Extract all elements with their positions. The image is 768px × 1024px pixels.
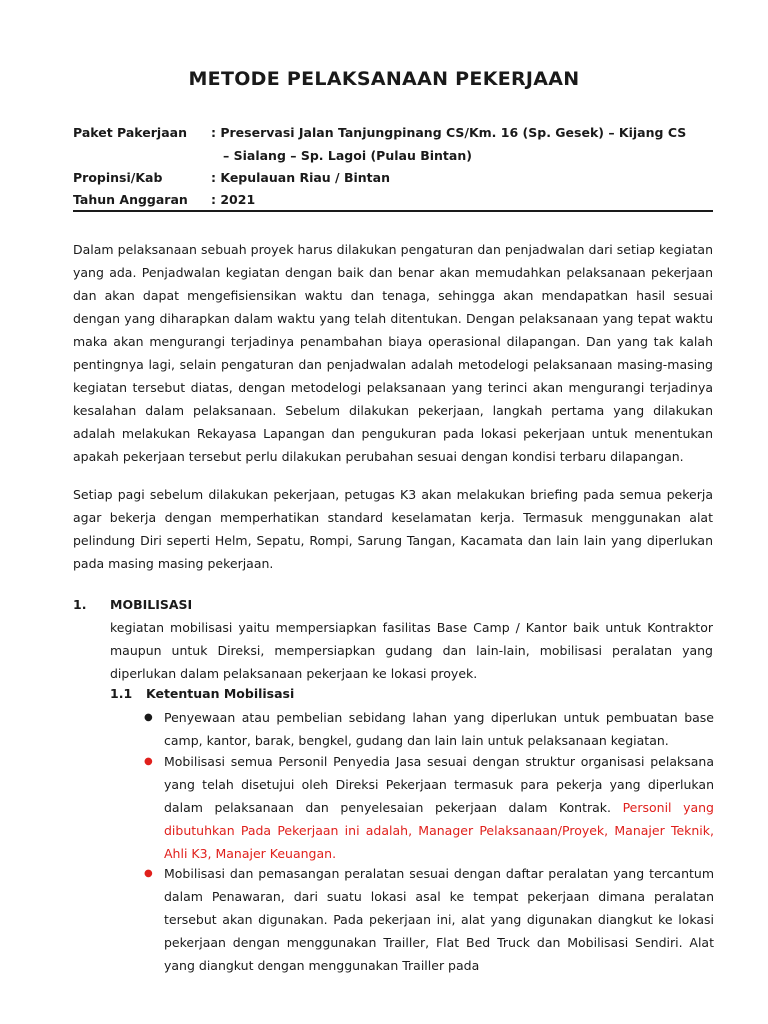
- page-title: METODE PELAKSANAAN PEKERJAAN: [188, 68, 580, 90]
- list-item: Mobilisasi dan pemasangan peralatan sesuai dengan daftar peralatan yang tercantum dalam Penawaran, dari suatu lokasi asal ke tempat pekerjaan dimana peralatan tersebut akan digunakan. Pada pekerjaan ini, alat yang digunakan diangkut ke lokasi pekerjaan dengan menggunakan Trailler, Flat Bed Truck dan Mobilisasi Sendiri. Alat yang diangkut dengan menggunakan Trailler pada: [164, 866, 714, 973]
- list-item-text: Mobilisasi semua Personil Penyedia Jasa sesuai dengan struktur organisasi pelaksana yang telah disetujui oleh Direksi Pekerjaan termasuk para pekerja yang diperlukan dalam pelaksanaan dan penyelesaian pekerjaan dalam Kontrak.: [164, 754, 714, 815]
- propinsi-label: Propinsi/Kab: [73, 170, 163, 185]
- paket-value: : Preservasi Jalan Tanjungpinang CS/Km. 16 (Sp. Gesek) – Kijang CS: [211, 125, 687, 140]
- intro-paragraph-2: Setiap pagi sebelum dilakukan pekerjaan, petugas K3 akan melakukan briefing pada semua pekerja agar bekerja dengan memperhatikan standard keselamatan kerja. Termasuk menggunakan alat pelindung Diri seperti Helm, Sepatu, Rompi, Sarung Tangan, Kacamata dan lain lain yang diperlukan pada masing masing pekerjaan.: [73, 487, 713, 571]
- tahun-label: Tahun Anggaran: [73, 192, 188, 207]
- list-item-highlight: Personil yang dibutuhkan Pada Pekerjaan ini adalah, Manager Pelaksanaan/Proyek, Manajer Teknik, Ahli K3, Manajer Keuangan.: [164, 800, 714, 861]
- tahun-value: : 2021: [211, 192, 256, 207]
- section-number: 1.: [73, 597, 87, 612]
- propinsi-value: : Kepulauan Riau / Bintan: [211, 170, 390, 185]
- subsection-number: 1.1: [110, 686, 133, 701]
- bullet-icon: ●: [144, 868, 153, 879]
- bullet-icon: ●: [144, 712, 153, 723]
- header-divider: [73, 210, 713, 212]
- bullet-icon: ●: [144, 756, 153, 767]
- section-title: MOBILISASI: [110, 597, 193, 612]
- paket-value-continued: – Sialang – Sp. Lagoi (Pulau Bintan): [223, 148, 472, 163]
- list-item: [164, 750, 714, 865]
- subsection-title: Ketentuan Mobilisasi: [146, 686, 295, 701]
- list-item: Penyewaan atau pembelian sebidang lahan yang diperlukan untuk pembuatan base camp, kantor, barak, bengkel, gudang dan lain lain untuk pelaksanaan kegiatan.: [164, 710, 714, 748]
- paket-label: Paket Pakerjaan: [73, 125, 187, 140]
- intro-paragraph-1: Dalam pelaksanaan sebuah proyek harus dilakukan pengaturan dan penjadwalan dari setiap kegiatan yang ada. Penjadwalan kegiatan dengan baik dan benar akan memudahkan pelaksanaan pekerjaan dan akan dapat mengefisiensikan waktu dan tenaga, sehingga akan mendapatkan hasil sesuai dengan yang diharapkan dalam waktu yang telah ditentukan. Dengan pelaksanaan yang tepat waktu maka akan mengurangi terjadinya penambahan biaya operasional dilapangan. Dan yang tak kalah pentingnya lagi, selain pengaturan dan penjadwalan adalah metodelogi pelaksanaan masing-masing kegiatan tersebut diatas, dengan metodelogi pelaksanaan yang terinci akan mengurangi terjadinya kesalahan dalam pelaksanaan. Sebelum dilakukan pekerjaan, langkah pertama yang dilakukan adalah melakukan Rekayasa Lapangan dan pengukuran pada lokasi pekerjaan untuk menentukan apakah pekerjaan tersebut perlu dilakukan perubahan sesuai dengan kondisi terbaru dilapangan.: [73, 242, 713, 464]
- section-body: kegiatan mobilisasi yaitu mempersiapkan fasilitas Base Camp / Kantor baik untuk Kontraktor maupun untuk Direksi, mempersiapkan gudang dan lain-lain, mobilisasi peralatan yang diperlukan dalam pelaksanaan pekerjaan ke lokasi proyek.: [110, 620, 713, 681]
